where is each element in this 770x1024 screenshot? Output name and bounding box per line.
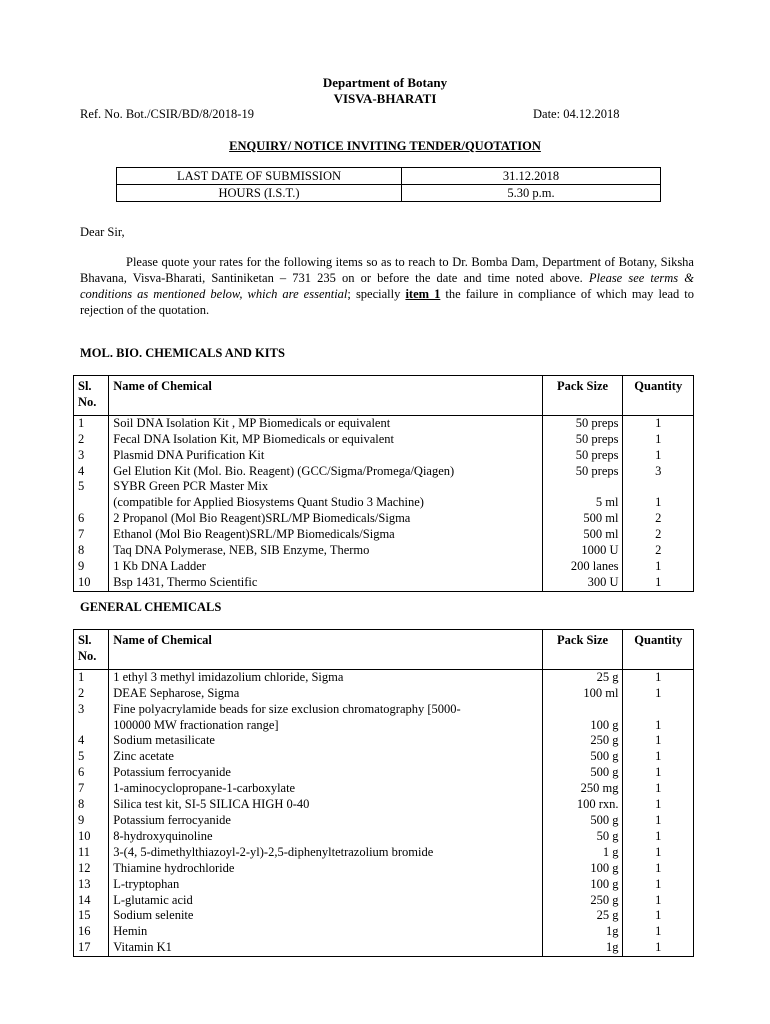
university-heading: VISVA-BHARATI [333,91,437,106]
submission-table [116,167,661,202]
quantity-cell: 1 [623,575,694,591]
submission-label: HOURS (I.S.T.) [117,185,402,202]
pack-size-cell: 500 ml [542,527,623,543]
sl-no-cell: 12 [74,861,109,877]
body-text: the failure in compliance of which may lead to rejection of the quotation. [80,287,695,317]
quantity-cell: 1 [623,559,694,575]
quantity-header: Quantity [623,630,694,670]
quantity-cell: 1 [623,781,694,797]
quantity-cell: 1 [623,702,694,734]
table-row [74,448,694,464]
pack-size-cell: 50 g [542,829,623,845]
pack-size-cell: 1g [542,924,623,940]
quantity-cell: 1 [623,813,694,829]
general-chemicals-table [73,629,694,957]
pack-size-cell: 1g [542,940,623,956]
chemical-name: SYBR Green PCR Master Mix [113,479,269,494]
table-row [74,861,694,877]
chemical-name-cell [109,781,542,797]
quantity-cell: 3 [623,464,694,480]
table-row [74,686,694,702]
chemical-name: Vitamin K1 [113,940,172,955]
chemical-name-cell [109,559,542,575]
submission-value: 5.30 p.m. [402,185,661,202]
table-row [74,893,694,909]
quantity-cell: 1 [623,669,694,685]
chemical-name: 1 Kb DNA Ladder [113,558,206,573]
quantity-cell: 1 [623,733,694,749]
table-row [74,781,694,797]
sl-no-cell: 10 [74,575,109,591]
chemical-name-cell [109,845,542,861]
chemical-name: Sodium metasilicate [113,733,215,748]
chemical-name-cell [109,575,542,591]
chemical-name-cell [109,448,542,464]
chemical-name: Potassium ferrocyanide [113,812,231,827]
chemical-name: DEAE Sepharose, Sigma [113,685,240,700]
table-row [74,749,694,765]
pack-size-header: Pack Size [542,630,623,670]
sl-no-cell: 4 [74,733,109,749]
chemical-name-continued: (compatible for Applied Biosystems Quant Studio 3 Machine) [113,495,424,510]
chemical-name: Sodium selenite [113,908,194,923]
sl-no-cell: 7 [74,781,109,797]
submission-label: LAST DATE OF SUBMISSION [117,168,402,185]
table-header-row [74,376,694,416]
pack-size-cell: 1000 U [542,543,623,559]
department-heading: Department of Botany [322,75,448,90]
pack-size-cell: 50 preps [542,464,623,480]
reference-number: Ref. No. Bot./CSIR/BD/8/2018-19 [80,107,254,121]
chemical-name-cell [109,893,542,909]
general-section-title: GENERAL CHEMICALS [80,600,222,614]
sl-no-cell: 2 [74,686,109,702]
quantity-cell: 1 [623,908,694,924]
sl-no-cell: 9 [74,813,109,829]
quantity-cell: 1 [623,893,694,909]
sl-no-cell: 6 [74,765,109,781]
chemical-name: Zinc acetate [113,749,174,764]
submission-value: 31.12.2018 [402,168,661,185]
table-row [74,765,694,781]
quantity-cell: 1 [623,877,694,893]
chemical-name: 2 Propanol (Mol Bio Reagent)SRL/MP Biomedicals/Sigma [113,511,411,526]
sl-no-header: Sl. No. [74,376,109,416]
chemical-name-cell [109,415,542,431]
sl-no-cell: 8 [74,797,109,813]
chemical-name-cell [109,527,542,543]
pack-size-cell: 25 g [542,669,623,685]
chemical-name-cell [109,908,542,924]
table-row [74,877,694,893]
table-row [74,415,694,431]
table-row [74,845,694,861]
pack-size-cell: 50 preps [542,448,623,464]
pack-size-header: Pack Size [542,376,623,416]
chemical-name: Plasmid DNA Purification Kit [113,447,265,462]
salutation: Dear Sir, [80,225,125,239]
chemical-name: 1 ethyl 3 methyl imidazolium chloride, Sigma [113,669,344,684]
sl-no-cell: 6 [74,511,109,527]
sl-no-cell: 16 [74,924,109,940]
table-row [74,575,694,591]
table-row [74,924,694,940]
table-header-row [74,630,694,670]
sl-no-cell: 17 [74,940,109,956]
pack-size-cell: 250 g [542,893,623,909]
mol-bio-section-title: MOL. BIO. CHEMICALS AND KITS [80,346,285,360]
chemical-name: L-tryptophan [113,876,180,891]
sl-no-cell: 14 [74,893,109,909]
name-header: Name of Chemical [109,376,542,416]
chemical-name-cell [109,543,542,559]
table-row [74,543,694,559]
chemical-name: 1-aminocyclopropane-1-carboxylate [113,781,296,796]
chemical-name-cell [109,733,542,749]
chemical-name: 3-(4, 5-dimethylthiazoyl-2-yl)-2,5-diphenyltetrazolium bromide [113,844,434,859]
chemical-name-continued: 100000 MW fractionation range] [113,717,279,732]
chemical-name-cell [109,511,542,527]
table-row [74,829,694,845]
quantity-cell: 1 [623,924,694,940]
pack-size-cell: 1 g [542,845,623,861]
pack-size-cell: 500 g [542,765,623,781]
quantity-cell: 1 [623,829,694,845]
chemical-name-cell [109,940,542,956]
chemical-name-cell [109,464,542,480]
sl-no-cell: 10 [74,829,109,845]
chemical-name: L-glutamic acid [113,892,193,907]
table-row [74,559,694,575]
chemical-name: Taq DNA Polymerase, NEB, SIB Enzyme, Thermo [113,543,370,558]
quantity-cell: 1 [623,797,694,813]
chemical-name: Fecal DNA Isolation Kit, MP Biomedicals or equivalent [113,431,394,446]
pack-size-cell: 500 g [542,813,623,829]
quantity-cell: 1 [623,686,694,702]
chemical-name: Soil DNA Isolation Kit , MP Biomedicals or equivalent [113,415,391,430]
quantity-cell: 2 [623,543,694,559]
item-one-emphasis: item 1 [405,287,441,301]
quantity-header: Quantity [623,376,694,416]
pack-size-cell: 100 ml [542,686,623,702]
sl-no-cell: 13 [74,877,109,893]
sl-no-cell: 4 [74,464,109,480]
quantity-cell: 1 [623,845,694,861]
pack-size-cell: 250 mg [542,781,623,797]
pack-size-cell: 100 rxn. [542,797,623,813]
mol-bio-table [73,375,694,592]
body-text: Please quote your rates for the following items so as to reach to Dr. Bomba Dam, Department of Botany, Siksha Bhavana, Visva-Bharati, Santiniketan – 731 235 on or before the date and time noted above. [80,255,694,285]
sl-no-cell: 5 [74,479,109,511]
pack-size-cell: 25 g [542,908,623,924]
sl-no-cell: 11 [74,845,109,861]
sl-no-header: Sl. No. [74,630,109,670]
chemical-name: Fine polyacrylamide beads for size exclusion chromatography [5000- [113,701,461,716]
chemical-name-cell [109,924,542,940]
table-row [74,464,694,480]
chemical-name-cell [109,797,542,813]
chemical-name-cell [109,479,542,511]
quantity-cell: 1 [623,861,694,877]
pack-size-cell: 300 U [542,575,623,591]
quantity-cell: 1 [623,479,694,511]
pack-size-cell: 100 g [542,861,623,877]
sl-no-cell: 1 [74,415,109,431]
name-header: Name of Chemical [109,630,542,670]
table-row [74,908,694,924]
chemical-name-cell [109,829,542,845]
quantity-cell: 1 [623,749,694,765]
chemical-name: Bsp 1431, Thermo Scientific [113,574,258,589]
table-row [74,813,694,829]
pack-size-cell: 5 ml [542,479,623,511]
chemical-name: Potassium ferrocyanide [113,765,231,780]
table-row [74,432,694,448]
chemical-name-cell [109,702,542,734]
chemical-name-cell [109,765,542,781]
terms-note: Please see terms & conditions as mentioned below, which are essential [80,271,695,301]
chemical-name-cell [109,877,542,893]
pack-size-cell: 500 g [542,749,623,765]
quantity-cell: 2 [623,511,694,527]
chemical-name-cell [109,669,542,685]
quantity-cell: 1 [623,448,694,464]
sl-no-cell: 7 [74,527,109,543]
sl-no-cell: 15 [74,908,109,924]
table-row [74,511,694,527]
pack-size-cell: 200 lanes [542,559,623,575]
chemical-name: Hemin [113,924,148,939]
chemical-name: Thiamine hydrochloride [113,860,235,875]
pack-size-cell: 50 preps [542,415,623,431]
submission-row [117,168,661,185]
pack-size-cell: 100 g [542,702,623,734]
chemical-name: Gel Elution Kit (Mol. Bio. Reagent) (GCC/Sigma/Promega/Qiagen) [113,463,455,478]
notice-title: ENQUIRY/ NOTICE INVITING TENDER/QUOTATION [229,139,541,153]
quantity-cell: 1 [623,940,694,956]
submission-row [117,185,661,202]
quantity-cell: 1 [623,765,694,781]
table-row [74,797,694,813]
table-row [74,669,694,685]
chemical-name-cell [109,813,542,829]
pack-size-cell: 500 ml [542,511,623,527]
letter-body [80,254,694,318]
document-date: Date: 04.12.2018 [533,107,620,121]
table-row [74,940,694,956]
pack-size-cell: 250 g [542,733,623,749]
table-row [74,702,694,734]
sl-no-cell: 3 [74,702,109,734]
quantity-cell: 1 [623,432,694,448]
sl-no-cell: 3 [74,448,109,464]
quantity-cell: 2 [623,527,694,543]
pack-size-cell: 100 g [542,877,623,893]
chemical-name: Ethanol (Mol Bio Reagent)SRL/MP Biomedicals/Sigma [113,527,395,542]
chemical-name: 8-hydroxyquinoline [113,828,213,843]
pack-size-cell: 50 preps [542,432,623,448]
quantity-cell: 1 [623,415,694,431]
sl-no-cell: 2 [74,432,109,448]
chemical-name: Silica test kit, SI-5 SILICA HIGH 0-40 [113,797,310,812]
sl-no-cell: 9 [74,559,109,575]
sl-no-cell: 8 [74,543,109,559]
chemical-name-cell [109,749,542,765]
chemical-name-cell [109,432,542,448]
chemical-name-cell [109,686,542,702]
table-row [74,733,694,749]
chemical-name-cell [109,861,542,877]
sl-no-cell: 5 [74,749,109,765]
table-row [74,527,694,543]
table-row [74,479,694,511]
body-text: ; specially [347,287,401,301]
sl-no-cell: 1 [74,669,109,685]
